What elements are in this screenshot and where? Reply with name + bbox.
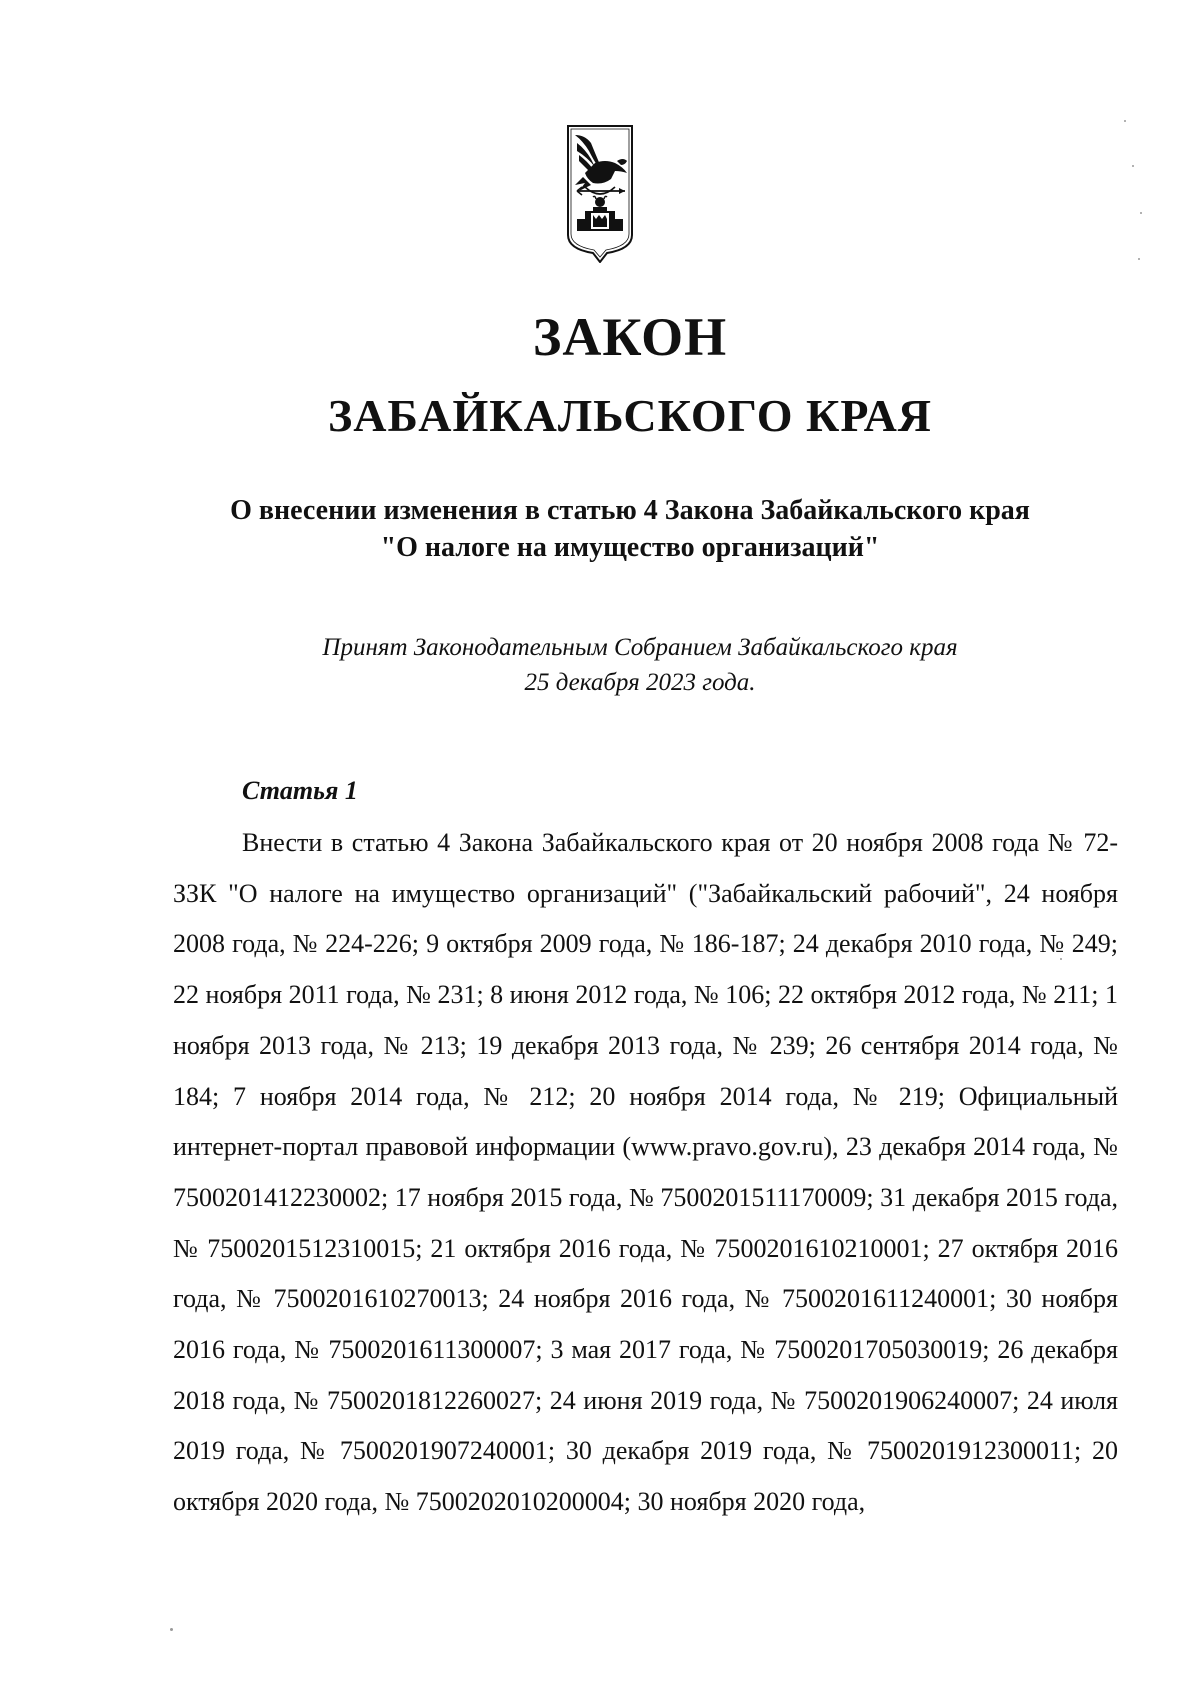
adoption-note-line-2: 25 декабря 2023 года. xyxy=(524,669,756,696)
law-region-title: ЗАБАЙКАЛЬСКОГО КРАЯ xyxy=(327,390,933,441)
law-title: ЗАКОН xyxy=(532,307,728,367)
scan-speck xyxy=(170,1628,173,1631)
article-body: Внести в статью 4 Закона Забайкальского края от 20 ноября 2008 года № 72-ЗЗК "О налоге на имущество организаций" ("Забайкальский рабочий", 24 ноября 2008 года, № 224-226; 9 октября 2009 года, № 186-187; 24 декабря 2010 года, № 249; 22 ноября 2011 года, № 231; 8 июня 2012 года, № 106; 22 октября 2012 года, № 211; 1 ноября 2013 года, № 213; 19 декабря 2013 года, № 239; 26 сентября 2014 года, № 184; 7 ноября 2014 года, № 212; 20 ноября 2014 года, № 219; Официальный интернет-портал правовой информации (www.pravo.gov.ru), 23 декабря 2014 года, № 7500201412230002; 17 ноября 2015 года, № 7500201511170009; 31 декабря 2015 года, № 7500201512310015; 21 октября 2016 года, № 7500201610210001; 27 октября 2016 года, № 7500201610270013; 24 ноября 2016 года, № 7500201611240001; 30 ноября 2016 года, № 7500201611300007; 3 мая 2017 года, № 7500201705030019; 26 декабря 2018 года, № 7500201812260027; 24 июня 2019 года, № 7500201906240007; 24 июля 2019 года, № 7500201907240001; 30 декабря 2019 года, № 7500201912300011; 20 октября 2020 года, № 7500202010200004; 30 ноября 2020 года, xyxy=(173,828,1119,1517)
law-subject-line-2: "О налоге на имущество организаций" xyxy=(380,532,880,563)
law-subject xyxy=(0,492,1200,566)
scan-speck xyxy=(1138,258,1140,260)
scan-speck xyxy=(1140,212,1142,214)
adoption-note-line-1: Принят Законодательным Собранием Забайкальского края xyxy=(322,634,958,661)
article-heading: Статья 1 xyxy=(242,776,358,805)
scan-speck xyxy=(1132,165,1134,167)
coat-of-arms-icon xyxy=(565,123,635,263)
adoption-note xyxy=(0,630,1200,700)
scan-speck xyxy=(1060,958,1062,960)
scan-speck xyxy=(1124,120,1126,122)
law-subject-line-1: О внесении изменения в статью 4 Закона Забайкальского края xyxy=(230,495,1030,526)
